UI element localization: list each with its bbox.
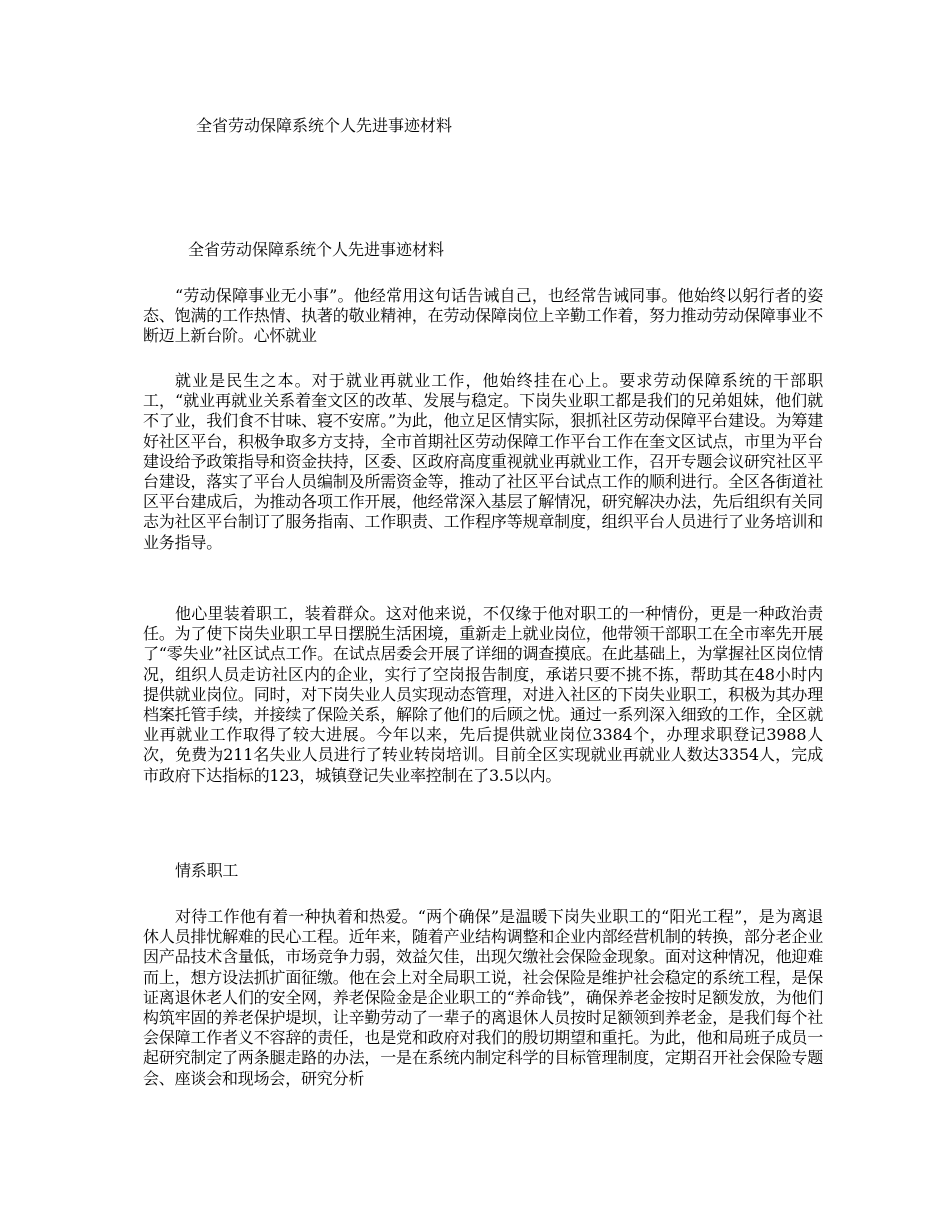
- document-title: 全省劳动保障系统个人先进事迹材料: [196, 116, 453, 135]
- paragraph-workers: [143, 604, 823, 786]
- section-heading-text: 情系职工: [175, 861, 239, 880]
- paragraph-intro: [143, 286, 823, 347]
- paragraph-text: 对待工作他有着一种执着和热爱。“两个确保”是温暖下岗失业职工的“阳光工程”，是为离退休人员排忧解难的民心工程。近年来，随着产业结构调整和企业内部经营机制的转换，部分老企业因产品技术含量低，市场竞争力弱，效益欠佳，出现欠缴社会保险金现象。面对这种情况，他迎难而上，想方设法抓扩面征缴。他在会上对全局职工说，社会保险是维护社会稳定的系统工程，是保证离退休老人们的安全网，养老保险金是企业职工的“养命钱”，确保养老金按时足额发放，为他们构筑牢固的养老保护堤坝，让辛勤劳动了一辈子的离退休人员按时足额领到养老金，是我们每个社会保障工作者义不容辞的责任，也是党和政府对我们的殷切期望和重托。为此，他和局班子成员一起研究制定了两条腿走路的办法，一是在系统内制定科学的目标管理制度，定期召开社会保险专题会、座谈会和现场会，研究分析: [143, 907, 823, 1088]
- paragraph-text: 他心里装着职工，装着群众。这对他来说，不仅缘于他对职工的一种情份，更是一种政治责任。为了使下岗失业职工早日摆脱生活困境，重新走上就业岗位，他带领干部职工在全市率先开展了“零失业”社区试点工作。在试点居委会开展了详细的调查摸底。在此基础上，为掌握社区岗位情况，组织人员走访社区内的企业，实行了空岗报告制度，承诺只要不挑不拣，帮助其在48小时内提供就业岗位。同时，对下岗失业人员实现动态管理，对进入社区的下岗失业职工，积极为其办理档案托管手续，并接续了保险关系，解除了他们的后顾之忧。通过一系列深入细致的工作，全区就业再就业工作取得了较大进展。今年以来，先后提供就业岗位3384个，办理求职登记3988人次，免费为211名失业人员进行了转业转岗培训。目前全区实现就业再就业人数达3354人，完成市政府下达指标的123，城镇登记失业率控制在了3.5以内。: [143, 604, 823, 785]
- section-heading-care: [143, 861, 823, 881]
- paragraph-insurance: [143, 907, 823, 1089]
- paragraph-text: 就业是民生之本。对于就业再就业工作，他始终挂在心上。要求劳动保障系统的干部职工，“就业再就业关系着奎文区的改革、发展与稳定。下岗失业职工都是我们的兄弟姐妹，他们就不了业，我们食不甘味、寝不安席。”为此，他立足区情实际，狠抓社区劳动保障平台建设。为筹建好社区平台，积极争取多方支持，全市首期社区劳动保障工作平台工作在奎文区试点，市里为平台建设给予政策指导和资金扶持，区委、区政府高度重视就业再就业工作，召开专题会议研究社区平台建设，落实了平台人员编制及所需资金等，推动了社区平台试点工作的顺利进行。全区各街道社区平台建成后，为推动各项工作开展，他经常深入基层了解情况，研究解决办法，先后组织有关同志为社区平台制订了服务指南、工作职责、工作程序等规章制度，组织平台人员进行了业务培训和业务指导。: [143, 371, 823, 552]
- paragraph-employment: [143, 371, 823, 553]
- document-subtitle: 全省劳动保障系统个人先进事迹材料: [188, 240, 445, 259]
- paragraph-text: “劳动保障事业无小事”。他经常用这句话告诫自己，也经常告诫同事。他始终以躬行者的姿态、饱满的工作热情、执著的敬业精神，在劳动保障岗位上辛勤工作着，努力推动劳动保障事业不断迈上新台阶。心怀就业: [143, 286, 823, 346]
